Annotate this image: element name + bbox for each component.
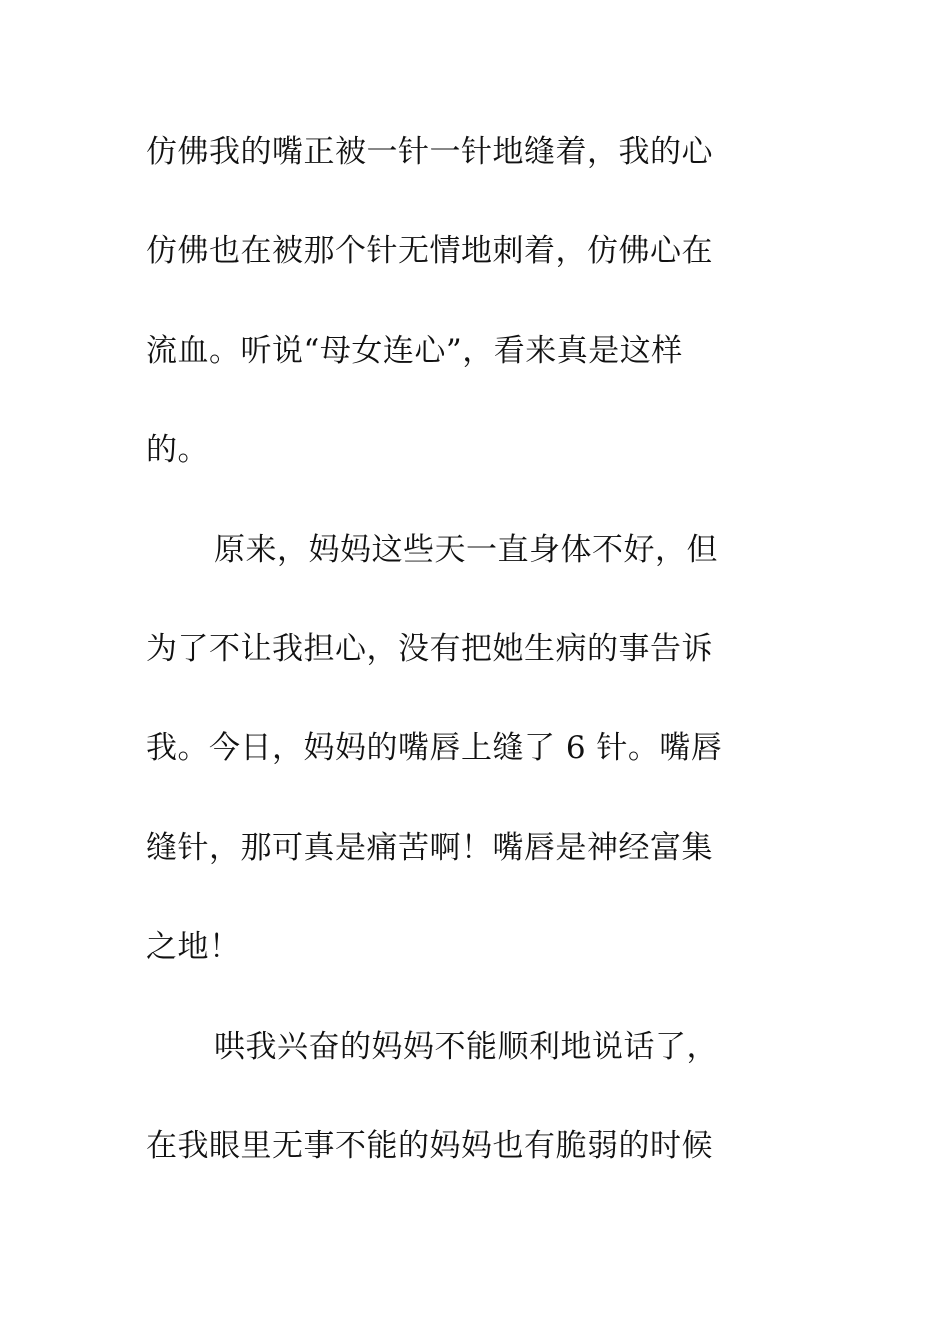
paragraph-2-line-1: 原来，妈妈这些天一直身体不好，但: [214, 532, 718, 568]
text-line-4: 的。: [146, 432, 209, 468]
paragraph-3-line-1: 哄我兴奋的妈妈不能顺利地说话了，: [214, 1029, 718, 1065]
text-line-2: 仿佛也在被那个针无情地刺着，仿佛心在: [146, 233, 713, 269]
text-line-1: 仿佛我的嘴正被一针一针地缝着，我的心: [146, 134, 713, 170]
text-line-11: 在我眼里无事不能的妈妈也有脆弱的时候: [146, 1128, 713, 1164]
text-line-6: 为了不让我担心，没有把她生病的事告诉: [146, 631, 713, 667]
text-line-7: 我。今日，妈妈的嘴唇上缝了 6 针。嘴唇: [146, 730, 723, 766]
text-line-8: 缝针，那可真是痛苦啊！嘴唇是神经富集: [146, 830, 713, 866]
text-line-9: 之地！: [146, 929, 241, 965]
text-line-3: 流血。听说“母女连心”，看来真是这样: [146, 333, 683, 369]
